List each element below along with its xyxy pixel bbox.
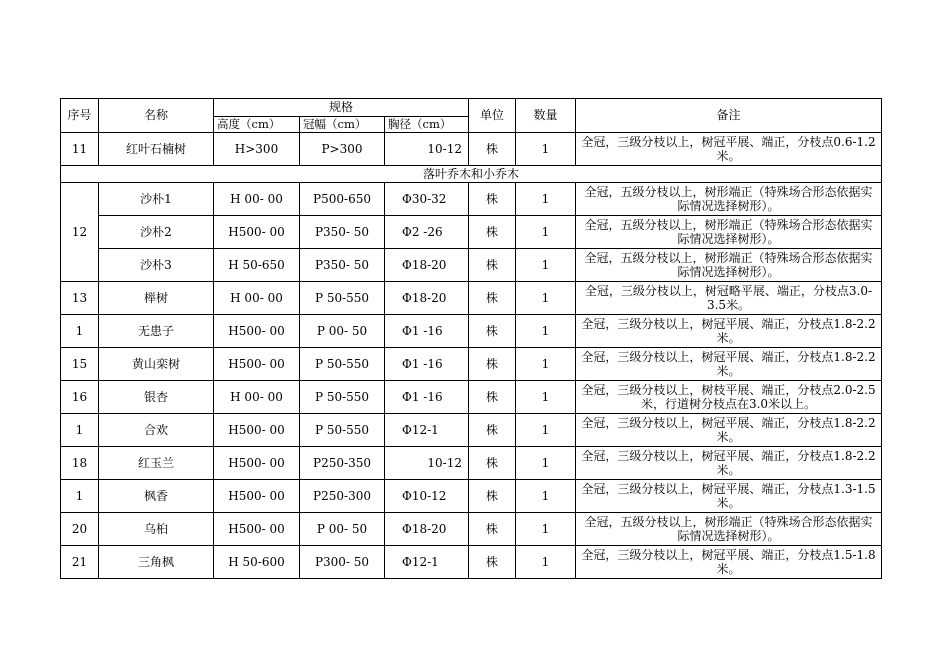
table-row <box>61 216 882 249</box>
dbh-cell: Φ1 -16 <box>385 381 469 414</box>
dbh-cell: Φ12-1 <box>385 414 469 447</box>
crown-cell: P 00- 50 <box>300 315 385 348</box>
seq-cell: 16 <box>61 381 99 414</box>
unit-cell: 株 <box>469 249 516 282</box>
seq-cell: 20 <box>61 513 99 546</box>
name-cell: 银杏 <box>99 381 214 414</box>
crown-cell: P350- 50 <box>300 216 385 249</box>
crown-cell: P350- 50 <box>300 249 385 282</box>
name-cell: 榉树 <box>99 282 214 315</box>
table-row <box>61 546 882 579</box>
remark-cell: 全冠，三级分枝以上，树冠平展、端正，分枝点1.8-2.2米。 <box>576 348 882 381</box>
unit-cell: 株 <box>469 315 516 348</box>
dbh-cell: Φ10-12 <box>385 480 469 513</box>
qty-cell: 1 <box>516 546 576 579</box>
name-cell: 红叶石楠树 <box>99 133 214 166</box>
table-row <box>61 480 882 513</box>
plant-table <box>60 98 882 579</box>
seq-cell: 12 <box>61 183 99 282</box>
seq-cell: 11 <box>61 133 99 166</box>
crown-cell: P 50-550 <box>300 414 385 447</box>
crown-cell: P250-300 <box>300 480 385 513</box>
table-row <box>61 282 882 315</box>
section-title: 落叶乔木和小乔木 <box>61 166 882 183</box>
height-cell: H500- 00 <box>214 348 300 381</box>
section-row <box>61 166 882 183</box>
qty-cell: 1 <box>516 282 576 315</box>
name-cell: 沙朴2 <box>99 216 214 249</box>
dbh-cell: Φ2 -26 <box>385 216 469 249</box>
header-spec: 规格 <box>214 99 469 117</box>
name-cell: 沙朴1 <box>99 183 214 216</box>
qty-cell: 1 <box>516 480 576 513</box>
crown-cell: P 00- 50 <box>300 513 385 546</box>
seq-cell: 21 <box>61 546 99 579</box>
crown-cell: P500-650 <box>300 183 385 216</box>
header-dbh: 胸径（cm） <box>385 117 469 133</box>
unit-cell: 株 <box>469 381 516 414</box>
remark-cell: 全冠，三级分枝以上，树冠平展、端正，分枝点1.8-2.2米。 <box>576 447 882 480</box>
header-crown: 冠幅（cm） <box>300 117 385 133</box>
seq-cell: 1 <box>61 414 99 447</box>
qty-cell: 1 <box>516 249 576 282</box>
unit-cell: 株 <box>469 282 516 315</box>
unit-cell: 株 <box>469 133 516 166</box>
name-cell: 黄山栾树 <box>99 348 214 381</box>
table-row <box>61 249 882 282</box>
unit-cell: 株 <box>469 546 516 579</box>
header-row <box>61 99 882 117</box>
name-cell: 枫香 <box>99 480 214 513</box>
name-cell: 红玉兰 <box>99 447 214 480</box>
remark-cell: 全冠，三级分枝以上，树冠平展、端正，分枝点1.3-1.5米。 <box>576 480 882 513</box>
remark-cell: 全冠，三级分枝以上，树冠平展、端正，分枝点1.5-1.8米。 <box>576 546 882 579</box>
remark-cell: 全冠，三级分枝以上，树冠平展、端正，分枝点1.8-2.2米。 <box>576 315 882 348</box>
seq-cell: 15 <box>61 348 99 381</box>
qty-cell: 1 <box>516 414 576 447</box>
header-remark: 备注 <box>576 99 882 133</box>
dbh-cell: Φ1 -16 <box>385 348 469 381</box>
remark-cell: 全冠，五级分枝以上，树形端正（特殊场合形态依据实际情况选择树形）。 <box>576 183 882 216</box>
seq-cell: 1 <box>61 315 99 348</box>
table-row <box>61 447 882 480</box>
table-row <box>61 133 882 166</box>
unit-cell: 株 <box>469 348 516 381</box>
header-unit: 单位 <box>469 99 516 133</box>
remark-cell: 全冠，五级分枝以上，树形端正（特殊场合形态依据实际情况选择树形）。 <box>576 249 882 282</box>
seq-cell: 13 <box>61 282 99 315</box>
rows-body <box>61 183 882 579</box>
unit-cell: 株 <box>469 480 516 513</box>
table-row <box>61 348 882 381</box>
height-cell: H500- 00 <box>214 315 300 348</box>
crown-cell: P 50-550 <box>300 348 385 381</box>
seq-cell: 1 <box>61 480 99 513</box>
qty-cell: 1 <box>516 133 576 166</box>
remark-cell: 全冠，五级分枝以上，树形端正（特殊场合形态依据实际情况选择树形）。 <box>576 216 882 249</box>
table-row <box>61 414 882 447</box>
height-cell: H 00- 00 <box>214 183 300 216</box>
name-cell: 无患子 <box>99 315 214 348</box>
dbh-cell: Φ12-1 <box>385 546 469 579</box>
dbh-cell: Φ1 -16 <box>385 315 469 348</box>
remark-cell: 全冠，三级分枝以上，树冠平展、端正，分枝点1.8-2.2米。 <box>576 414 882 447</box>
qty-cell: 1 <box>516 447 576 480</box>
remark-cell: 全冠，三级分枝以上，树冠略平展、端正，分枝点3.0-3.5米。 <box>576 282 882 315</box>
unit-cell: 株 <box>469 513 516 546</box>
qty-cell: 1 <box>516 183 576 216</box>
header-seq: 序号 <box>61 99 99 133</box>
crown-cell: P300- 50 <box>300 546 385 579</box>
qty-cell: 1 <box>516 513 576 546</box>
height-cell: H500- 00 <box>214 414 300 447</box>
unit-cell: 株 <box>469 447 516 480</box>
unit-cell: 株 <box>469 414 516 447</box>
height-cell: H 00- 00 <box>214 282 300 315</box>
dbh-cell: Φ18-20 <box>385 513 469 546</box>
height-cell: H500- 00 <box>214 513 300 546</box>
height-cell: H 00- 00 <box>214 381 300 414</box>
header-name: 名称 <box>99 99 214 133</box>
qty-cell: 1 <box>516 381 576 414</box>
crown-cell: P 50-550 <box>300 282 385 315</box>
remark-cell: 全冠，三级分枝以上，树枝平展、端正，分枝点2.0-2.5米，行道树分枝点在3.0米以上。 <box>576 381 882 414</box>
name-cell: 乌桕 <box>99 513 214 546</box>
qty-cell: 1 <box>516 216 576 249</box>
dbh-cell: Φ18-20 <box>385 282 469 315</box>
remark-cell: 全冠，五级分枝以上，树形端正（特殊场合形态依据实际情况选择树形）。 <box>576 513 882 546</box>
dbh-cell: Φ30-32 <box>385 183 469 216</box>
qty-cell: 1 <box>516 348 576 381</box>
dbh-cell: Φ18-20 <box>385 249 469 282</box>
table-row <box>61 381 882 414</box>
height-cell: H 50-650 <box>214 249 300 282</box>
crown-cell: P>300 <box>300 133 385 166</box>
unit-cell: 株 <box>469 216 516 249</box>
height-cell: H 50-600 <box>214 546 300 579</box>
height-cell: H500- 00 <box>214 480 300 513</box>
header-qty: 数量 <box>516 99 576 133</box>
unit-cell: 株 <box>469 183 516 216</box>
qty-cell: 1 <box>516 315 576 348</box>
seq-cell: 18 <box>61 447 99 480</box>
height-cell: H>300 <box>214 133 300 166</box>
table-row <box>61 513 882 546</box>
header-height: 高度（cm） <box>214 117 300 133</box>
crown-cell: P250-350 <box>300 447 385 480</box>
dbh-cell: 10-12 <box>385 133 469 166</box>
table-row <box>61 315 882 348</box>
height-cell: H500- 00 <box>214 216 300 249</box>
height-cell: H500- 00 <box>214 447 300 480</box>
name-cell: 沙朴3 <box>99 249 214 282</box>
name-cell: 三角枫 <box>99 546 214 579</box>
table-row <box>61 183 882 216</box>
name-cell: 合欢 <box>99 414 214 447</box>
crown-cell: P 50-550 <box>300 381 385 414</box>
remark-cell: 全冠，三级分枝以上，树冠平展、端正，分枝点0.6-1.2米。 <box>576 133 882 166</box>
dbh-cell: 10-12 <box>385 447 469 480</box>
